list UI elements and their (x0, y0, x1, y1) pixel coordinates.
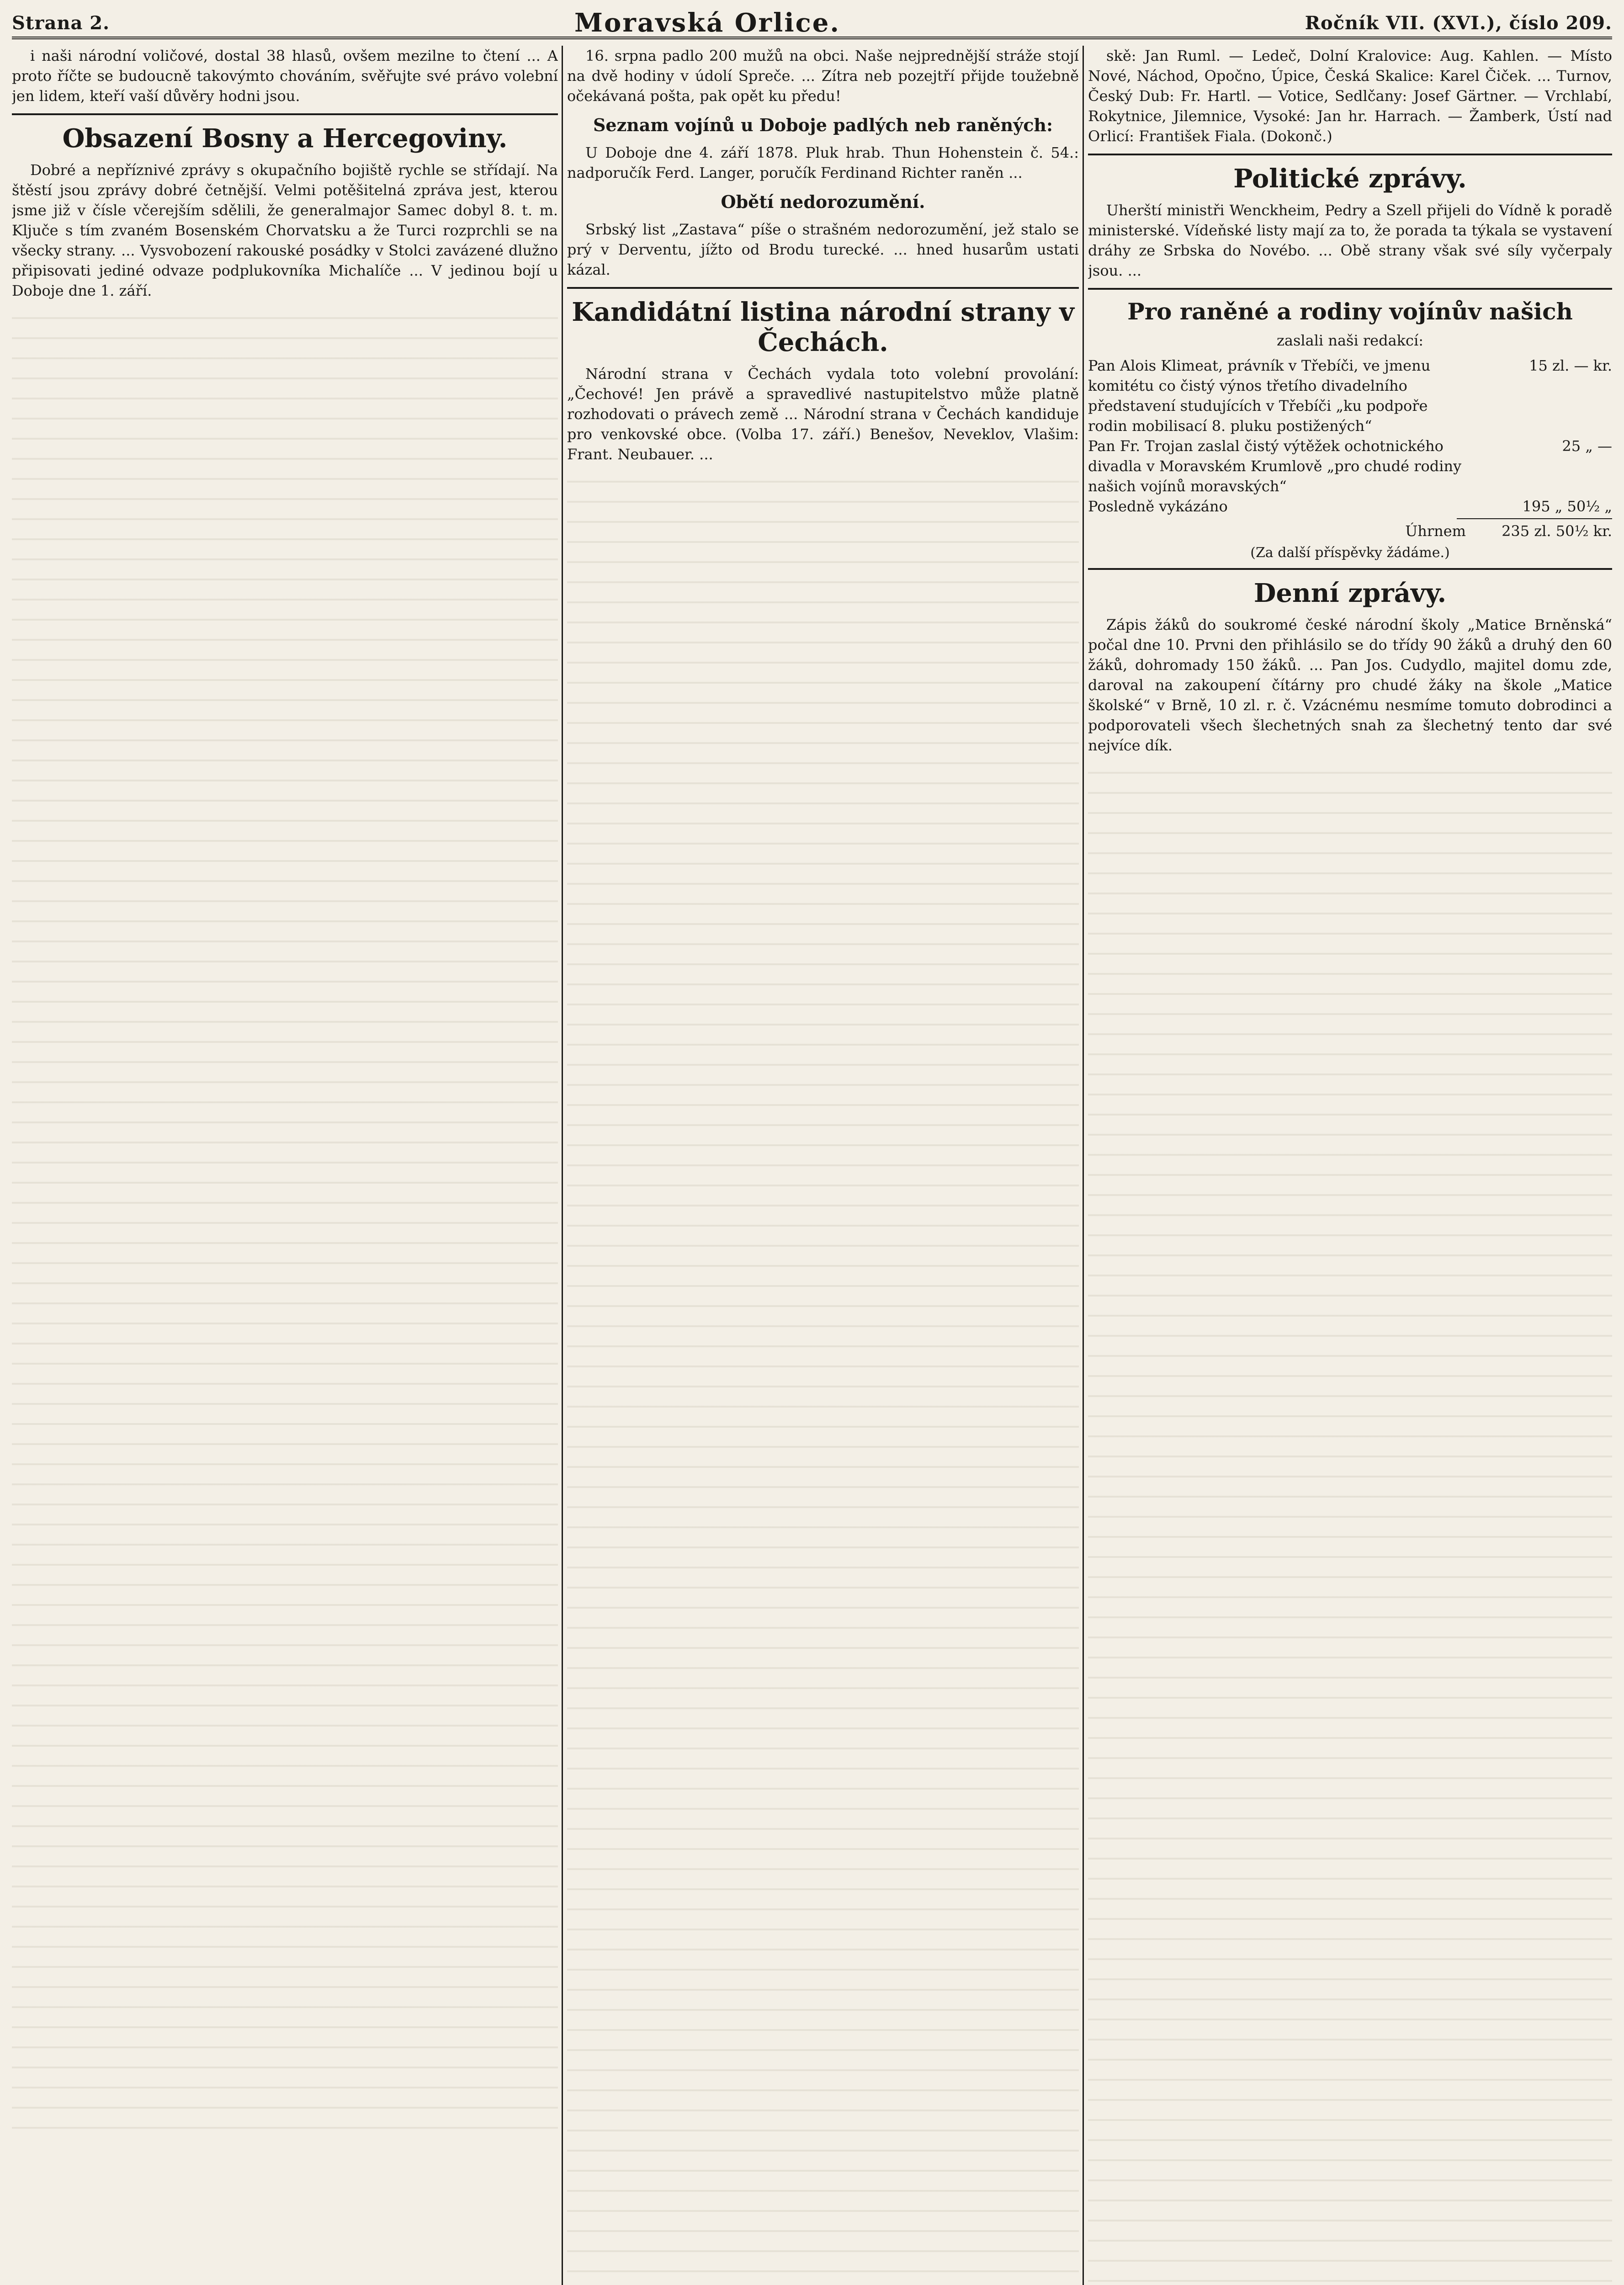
article-heading: Obsazení Bosny a Hercegoviny. (62, 123, 508, 154)
donation-value: 15 zl. — kr. (1529, 357, 1612, 374)
article-text: Uherští ministři Wenckheim, Pedry a Szell přijeli do Vídně k poradě ministerské. Vídeňské listy mají za to, že porada ta týkala se vystavení dráhy ze Srbska do Novébo. ... Obě strany však své síly vyčerpaly jsou. ... (1088, 202, 1612, 279)
sum-rule (1457, 518, 1612, 519)
article-heading: Obětí nedorozumění. (721, 191, 925, 212)
donation-row (1088, 496, 1612, 516)
donation-value: 195 „ 50½ „ (1522, 498, 1612, 515)
donation-note: (Za další příspěvky žádáme.) (1250, 545, 1450, 561)
columns (12, 46, 1612, 2285)
column-3 (1088, 46, 1612, 2285)
column-divider (1083, 46, 1084, 2285)
newspaper-title: Moravská Orlice. (574, 8, 840, 38)
section-rule (1088, 568, 1612, 570)
column-2 (567, 46, 1079, 2285)
article-heading: Pro raněné a rodiny vojínův našich (1127, 298, 1573, 325)
article-heading: Denní zprávy. (1253, 578, 1447, 608)
donation-text: Posledně vykázáno (1088, 498, 1228, 515)
masthead (12, 9, 1612, 39)
text-column-fill (567, 467, 1079, 2285)
article-heading: Kandidátní listina národní strany v Čechách. (572, 297, 1074, 357)
article-text: 16. srpna padlo 200 mužů na obci. Naše nejprednější stráže stojí na dvě hodiny v údolí Spreče. ... Zítra neb pozejtří přijde toužebně očekávaná pošta, pak opět ku předu! (567, 47, 1079, 105)
article-heading: Seznam vojínů u Doboje padlých neb raněných: (593, 115, 1053, 135)
donation-list (1088, 356, 1612, 541)
donation-value: 25 „ — (1562, 437, 1612, 455)
text-column-fill (12, 303, 558, 2131)
donation-text: Pan Alois Klimeat, právník v Třebíči, ve jmenu komitétu co čistý výnos třetího divadelního představení studujících v Třebíči „ku podpoře rodin mobilisací 8. pluku postižených“ (1088, 357, 1431, 435)
article-text: skě: Jan Ruml. — Ledeč, Dolní Kralovice: Aug. Kahlen. — Místo Nové, Náchod, Opočno, Úpice, Česká Skalice: Karel Čiček. ... Turnov, Český Dub: Fr. Hartl. — Votice, Sedlčany: Josef Gärtner. — Vrchlabí, Rokytnice, Jilemnice, Vysoké: Jan hr. Harrach. — Žamberk, Ústí nad Orlicí: František Fiala. (Dokonč.) (1088, 47, 1612, 145)
text-column-fill (1088, 758, 1612, 2285)
donation-total-label: Úhrnem (1405, 522, 1466, 540)
section-rule (12, 113, 558, 115)
donation-text: Pan Fr. Trojan zaslal čistý výtěžek ochotnického divadla v Moravském Krumlově „pro chudé rodiny našich vojínů moravských“ (1088, 437, 1462, 495)
article-text: Zápis žáků do soukromé české národní školy „Matice Brněnská“ počal dne 10. Prvni den přihlásilo se do třídy 90 žáků a druhý den 60 žáků, dohromady 150 žáků. ... Pan Jos. Cudydlo, majitel domu zde, daroval na zakoupení čítárny pro chudé žáky na škole „Matice školské“ v Brně, 10 zl. r. č. Vzácnému nesmíme tomuto dobrodinci a podporovateli všech šlechetných snah za šlechetný tento dar své nejvíce dík. (1088, 616, 1612, 754)
section-rule (1088, 154, 1612, 155)
page-number: Strana 2. (12, 12, 110, 34)
column-divider (562, 46, 563, 2285)
column-1 (12, 46, 558, 2285)
article-text: Dobré a nepříznivé zprávy s okupačního bojiště rychle se střídají. Na štěstí jsou zprávy dobré četnější. Velmi potěšitelná zpráva jest, kterou jsme již v čísle včerejším sdělili, že generalmajor Samec dobyl 8. t. m. Ključe s tím zvaném Bosenském Chorvatsku a že Turci rozprchli se na všecky strany. ... Vysvobození rakouské posádky v Stolci zavázené dlužno připisovati jediné odvaze podplukovníka Michalíče ... V jedinou bojí u Doboje dne 1. září. (12, 161, 558, 299)
article-text: Národní strana v Čechách vydala toto volební provolání: „Čechové! Jen právě a spravedlivé nastupitelstvo může platně rozhodovati o právech země ... Národní strana v Čechách kandiduje pro venkovské obce. (Volba 17. září.) Benešov, Neveklov, Vlašim: Frant. Neubauer. ... (567, 365, 1079, 463)
donation-total-row (1088, 521, 1612, 541)
article-subheading: zaslali naši redakcí: (1277, 332, 1423, 349)
donation-row (1088, 356, 1612, 436)
donation-row (1088, 436, 1612, 496)
article-heading: Politické zprávy. (1233, 164, 1467, 194)
article-text: U Doboje dne 4. září 1878. Pluk hrab. Thun Hohenstein č. 54.: nadporučík Ferd. Langer, poručík Ferdinand Richter raněn ... (567, 144, 1079, 181)
article-text: i naši národní voličové, dostal 38 hlasů, ovšem mezilne to čtení ... A proto říčte se budoucně takovýmto chováním, svěřujte své právo volební jen lidem, kteří vaší důvěry hodni jsou. (12, 47, 558, 105)
section-rule (567, 287, 1079, 289)
article-text: Srbský list „Zastava“ píše o strašném nedorozumění, jež stalo se prý v Derventu, jížto od Brodu turecké. ... hned husarům ustati kázal. (567, 221, 1079, 278)
section-rule (1088, 288, 1612, 290)
issue-info: Ročník VII. (XVI.), číslo 209. (1305, 12, 1612, 34)
donation-total-value: 235 zl. 50½ kr. (1502, 522, 1612, 540)
